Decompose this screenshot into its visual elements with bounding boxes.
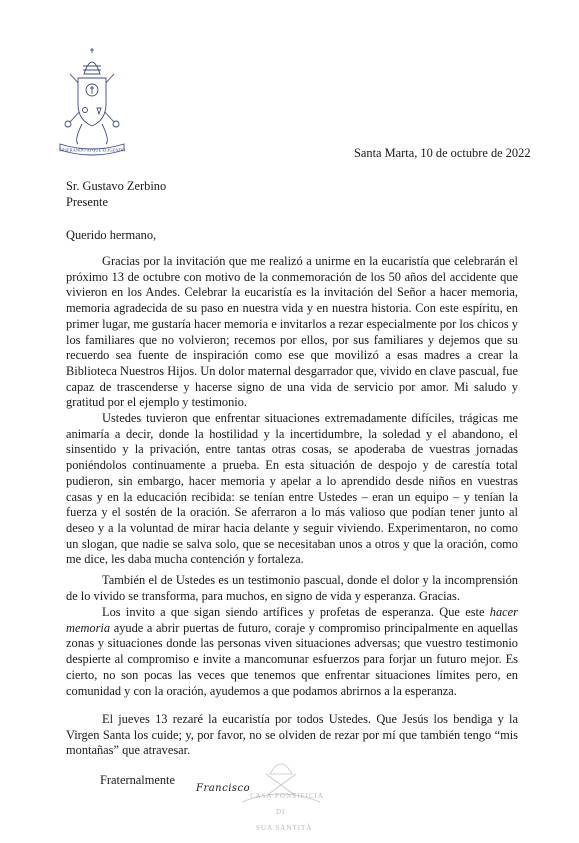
recipient-name: Sr. Gustavo Zerbino [66, 179, 167, 193]
recipient-title: Presente [66, 195, 108, 209]
paragraph-3-text: También el de Ustedes es un testimonio pascual, donde el dolor y la incomprensión de lo vivido se transforma, para muchos, en signo de vida y esperanza. Gracias. [66, 573, 518, 603]
salutation: Querido hermano, [66, 228, 157, 242]
paragraph-3 [66, 573, 518, 604]
recipient-block [66, 178, 166, 210]
place-and-date: Santa Marta, 10 de octubre de 2022 [354, 146, 531, 160]
closing: Fraternalmente [100, 773, 175, 787]
papal-coat-of-arms [50, 44, 134, 164]
emphasis-hacer-memoria: hacer memoria [66, 605, 518, 635]
stamp-line-1: CASA PONTIFICIA [250, 792, 324, 800]
paragraph-4-text-end: ayude a abrir puertas de futuro, coraje y compromiso principalmente en aquellas zonas y situaciones donde las personas viven situaciones adversas; que vuestro testimonio despierte al compromiso e invite a mancomunar esfuerzos para forjar un futuro mejor. Es cierto, no son pocas las veces que tenemos que enfrentar situaciones límites pero, en comunidad y con la oración, ayudemos a que podamos abrirnos a la esperanza. [66, 620, 518, 698]
paragraph-2 [66, 411, 518, 568]
stamp-line-2: DI [276, 808, 286, 816]
stamp-line-3: SUA SANTITÀ [256, 824, 313, 832]
paragraph-5-text: El jueves 13 rezaré la eucaristía por todos Ustedes. Que Jesús los bendiga y la Virgen Santa los cuide; y, por favor, no se olviden de rezar por mí que también tengo “mis montañas” que atravesar. [66, 712, 518, 758]
paragraph-4-text-start: Los invito a que sigan siendo artífices y profetas de esperanza. Que este [102, 605, 490, 619]
paragraph-2-text: Ustedes tuvieron que enfrentar situaciones extremadamente difíciles, trágicas me animaría a decir, donde la hostilidad y la incertidumbre, la soledad y el abandono, el sinsentido y la privación, entre tantas otras cosas, se apoderaba de vuestras jornadas poniéndolos continuamente a prueba. En esta situación de despojo y de carestía total pudieron, sin embargo, hacer memoria y apelar a lo aprendido desde niños en vuestras casas y en la educación recibida: se tenían entre Ustedes – eran un equipo – y tenían la fuerza y el sostén de la oración. Se aferraron a lo más valioso que podían tener junto al deseo y a la voluntad de mirar hacia delante y seguir viviendo. Experimentaron, no como un slogan, que nadie se salva solo, que se necesitaban unos a otros y que la oración, como me dice, les daba mucha contención y fortaleza. [66, 411, 518, 567]
crest-motto: MISERANDO ATQUE ELIGENDO [58, 147, 126, 153]
paragraph-1 [66, 254, 518, 411]
papal-stamp [236, 752, 326, 838]
paragraph-1-text: Gracias por la invitación que me realizó a unirme en la eucaristía que celebrarán el próximo 13 de octubre con motivo de la conmemoración de los 50 años del accidente que vivieron en los Andes. Celebrar la eucaristía es la invitación del Señor a hacer memoria, memoria agradecida de su paso en nuestra vida y en nuestra historia. Con este espíritu, en primer lugar, me gustaría hacer memoria e invitarlos a rezar especialmente por los chicos y los familiares que no volvieron; recemos por ellos, por sus familiares y dejemos que su recuerdo sea fuente de inspiración como ese que movilizó a esas madres a crear la Biblioteca Nuestros Hijos. Un dolor maternal desgarrador que, vivido en clave pascual, fue capaz de trascenderse y hacerse signo de una vida de servicio por amor. Mi saludo y gratitud por el ejemplo y testimonio. [66, 254, 518, 410]
paragraph-4 [66, 605, 518, 699]
signature: Francisco [196, 783, 251, 794]
